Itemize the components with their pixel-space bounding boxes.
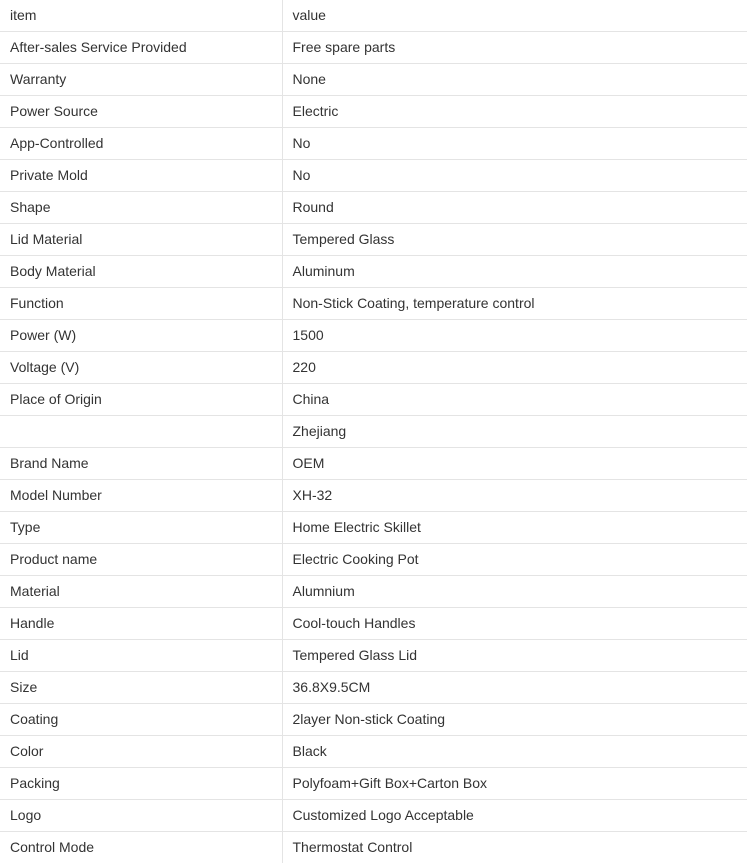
table-row bbox=[0, 256, 747, 288]
table-row bbox=[0, 576, 747, 608]
row-value: 1500 bbox=[282, 320, 747, 352]
table-row bbox=[0, 448, 747, 480]
table-row bbox=[0, 64, 747, 96]
table-row bbox=[0, 288, 747, 320]
table-row bbox=[0, 160, 747, 192]
table-row bbox=[0, 224, 747, 256]
row-value: China bbox=[282, 384, 747, 416]
row-item: Body Material bbox=[0, 256, 282, 288]
row-item: Model Number bbox=[0, 480, 282, 512]
row-value: Black bbox=[282, 736, 747, 768]
table-row bbox=[0, 192, 747, 224]
header-value: value bbox=[282, 0, 747, 32]
row-item: After-sales Service Provided bbox=[0, 32, 282, 64]
row-item: Packing bbox=[0, 768, 282, 800]
row-value: Zhejiang bbox=[282, 416, 747, 448]
row-value: 36.8X9.5CM bbox=[282, 672, 747, 704]
row-item: Power (W) bbox=[0, 320, 282, 352]
table-row bbox=[0, 352, 747, 384]
row-item bbox=[0, 416, 282, 448]
row-value: 220 bbox=[282, 352, 747, 384]
row-value: Round bbox=[282, 192, 747, 224]
row-value: Customized Logo Acceptable bbox=[282, 800, 747, 832]
row-value: Cool-touch Handles bbox=[282, 608, 747, 640]
table-row bbox=[0, 608, 747, 640]
row-value: No bbox=[282, 160, 747, 192]
row-value: None bbox=[282, 64, 747, 96]
row-item: Color bbox=[0, 736, 282, 768]
row-item: Brand Name bbox=[0, 448, 282, 480]
row-item: Type bbox=[0, 512, 282, 544]
row-value: 2layer Non-stick Coating bbox=[282, 704, 747, 736]
row-item: Size bbox=[0, 672, 282, 704]
table-row bbox=[0, 768, 747, 800]
row-item: Coating bbox=[0, 704, 282, 736]
table-row bbox=[0, 736, 747, 768]
table-row bbox=[0, 416, 747, 448]
row-item: App-Controlled bbox=[0, 128, 282, 160]
row-value: Aluminum bbox=[282, 256, 747, 288]
table-row bbox=[0, 128, 747, 160]
table-row bbox=[0, 384, 747, 416]
row-item: Lid bbox=[0, 640, 282, 672]
row-item: Power Source bbox=[0, 96, 282, 128]
row-item: Voltage (V) bbox=[0, 352, 282, 384]
table-row bbox=[0, 640, 747, 672]
table-row bbox=[0, 320, 747, 352]
row-value: Free spare parts bbox=[282, 32, 747, 64]
row-item: Material bbox=[0, 576, 282, 608]
row-item: Shape bbox=[0, 192, 282, 224]
table-row bbox=[0, 544, 747, 576]
table-row bbox=[0, 832, 747, 863]
row-value: Tempered Glass bbox=[282, 224, 747, 256]
table-row bbox=[0, 32, 747, 64]
row-value: Tempered Glass Lid bbox=[282, 640, 747, 672]
row-value: Thermostat Control bbox=[282, 832, 747, 863]
row-value: Home Electric Skillet bbox=[282, 512, 747, 544]
table-row bbox=[0, 480, 747, 512]
row-value: Electric bbox=[282, 96, 747, 128]
table-row bbox=[0, 96, 747, 128]
row-item: Product name bbox=[0, 544, 282, 576]
row-value: Electric Cooking Pot bbox=[282, 544, 747, 576]
row-value: Polyfoam+Gift Box+Carton Box bbox=[282, 768, 747, 800]
row-value: Non-Stick Coating, temperature control bbox=[282, 288, 747, 320]
row-value: XH-32 bbox=[282, 480, 747, 512]
table-row bbox=[0, 672, 747, 704]
row-value: OEM bbox=[282, 448, 747, 480]
row-item: Control Mode bbox=[0, 832, 282, 863]
row-item: Function bbox=[0, 288, 282, 320]
table-row bbox=[0, 800, 747, 832]
row-item: Handle bbox=[0, 608, 282, 640]
row-value: No bbox=[282, 128, 747, 160]
header-item: item bbox=[0, 0, 282, 32]
row-value: Alumnium bbox=[282, 576, 747, 608]
row-item: Lid Material bbox=[0, 224, 282, 256]
row-item: Private Mold bbox=[0, 160, 282, 192]
row-item: Place of Origin bbox=[0, 384, 282, 416]
row-item: Logo bbox=[0, 800, 282, 832]
table-row bbox=[0, 704, 747, 736]
table-row bbox=[0, 512, 747, 544]
table-header-row bbox=[0, 0, 747, 32]
row-item: Warranty bbox=[0, 64, 282, 96]
